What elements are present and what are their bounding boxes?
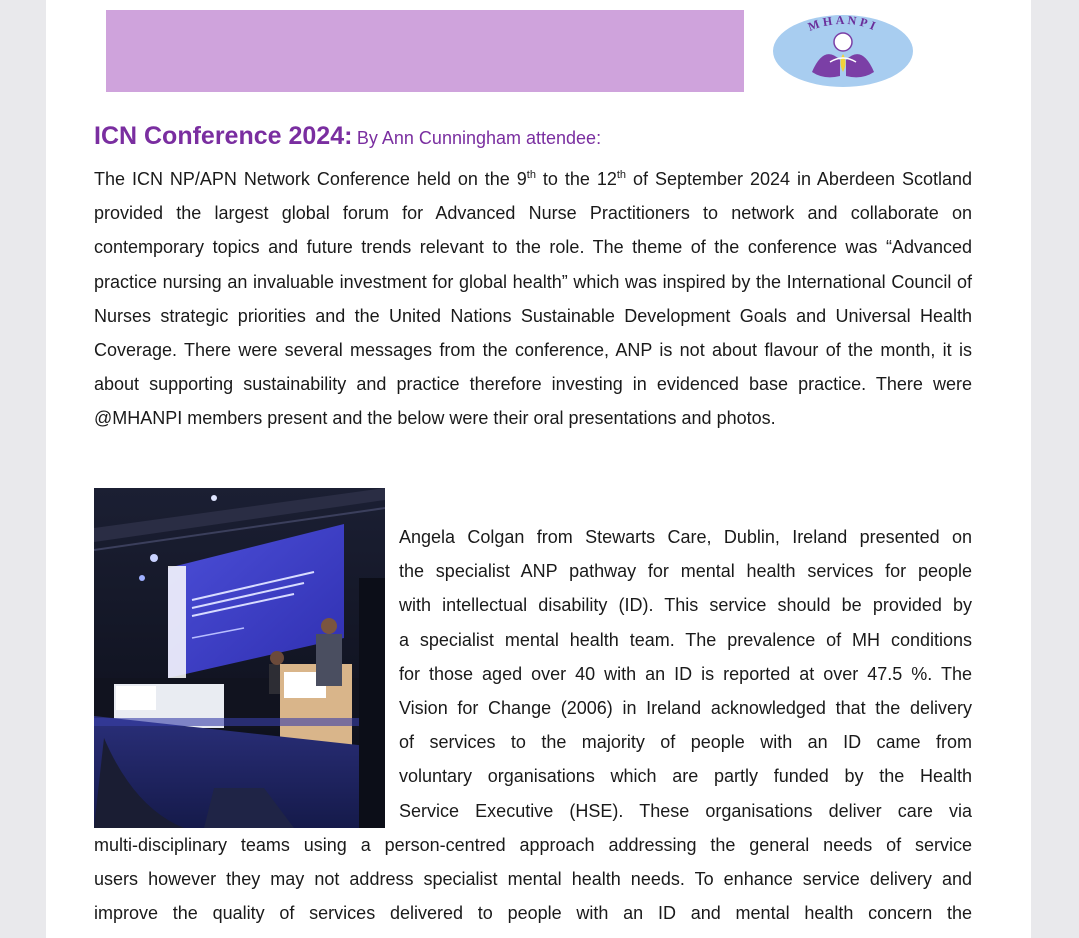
continued-paragraph xyxy=(94,828,972,931)
conference-stage-photo-image xyxy=(94,488,385,828)
intro-text-2: to the 12 xyxy=(535,169,617,189)
side-line: of services to the majority of people with an ID came from xyxy=(399,732,972,753)
bottom-line: improve the quality of services delivered to people with an ID and mental health concern the xyxy=(94,903,972,924)
bottom-line: multi-disciplinary teams using a person-centred approach addressing the general needs of service xyxy=(94,835,972,855)
bottom-line: users however they may not address specialist mental health needs. To enhance service delivery and xyxy=(94,869,972,890)
article-heading xyxy=(94,122,601,151)
side-paragraph xyxy=(399,520,972,828)
intro-text-3: of September 2024 in Aberdeen Scotland provided the largest global forum for Advanced Nurse Practitioners to network and collaborate on contemporary topics and future trends relevant to the role. The theme of the conference was “Advanced practice nursing an invaluable investment for global health” which was inspired by the International Council of Nurses strategic priorities and the United Nations Sustainable Development Goals and Universal Health Coverage. There were several messages from the conference, ANP is not about flavour of the month, it is about supporting sustainability and practice therefore investing in evidenced base practice. There were @MHANPI members present and the below were their oral presentations and photos. xyxy=(94,169,972,429)
article-byline: By Ann Cunningham attendee: xyxy=(356,128,602,148)
side-line: Vision for Change (2006) in Ireland acknowledged that the delivery xyxy=(399,698,972,719)
side-line: for those aged over 40 with an ID is reported at over 47.5 %. The xyxy=(399,663,972,684)
side-line: Service Executive (HSE). These organisations deliver care via xyxy=(399,800,972,821)
side-line: Angela Colgan from Stewarts Care, Dublin, Ireland presented on xyxy=(399,527,972,547)
header-banner xyxy=(106,10,744,92)
side-line: the specialist ANP pathway for mental health services for people xyxy=(399,561,972,582)
conference-stage-photo xyxy=(94,488,385,828)
document-page xyxy=(46,0,1031,938)
intro-sup-2: th xyxy=(616,169,627,181)
mhanpi-logo xyxy=(772,14,914,88)
intro-paragraph xyxy=(94,162,972,436)
side-line: voluntary organisations which are partly funded by the Health xyxy=(399,766,972,787)
intro-sup-1: th xyxy=(526,169,536,181)
side-line: a specialist mental health team. The prevalence of MH conditions xyxy=(399,629,972,650)
article-title: ICN Conference 2024: xyxy=(94,122,353,150)
intro-text-1: The ICN NP/APN Network Conference held on the 9 xyxy=(94,169,527,189)
logo-text: MHANPI xyxy=(805,14,881,35)
side-line: with intellectual disability (ID). This service should be provided by xyxy=(399,595,972,616)
mhanpi-logo-icon xyxy=(772,14,914,88)
